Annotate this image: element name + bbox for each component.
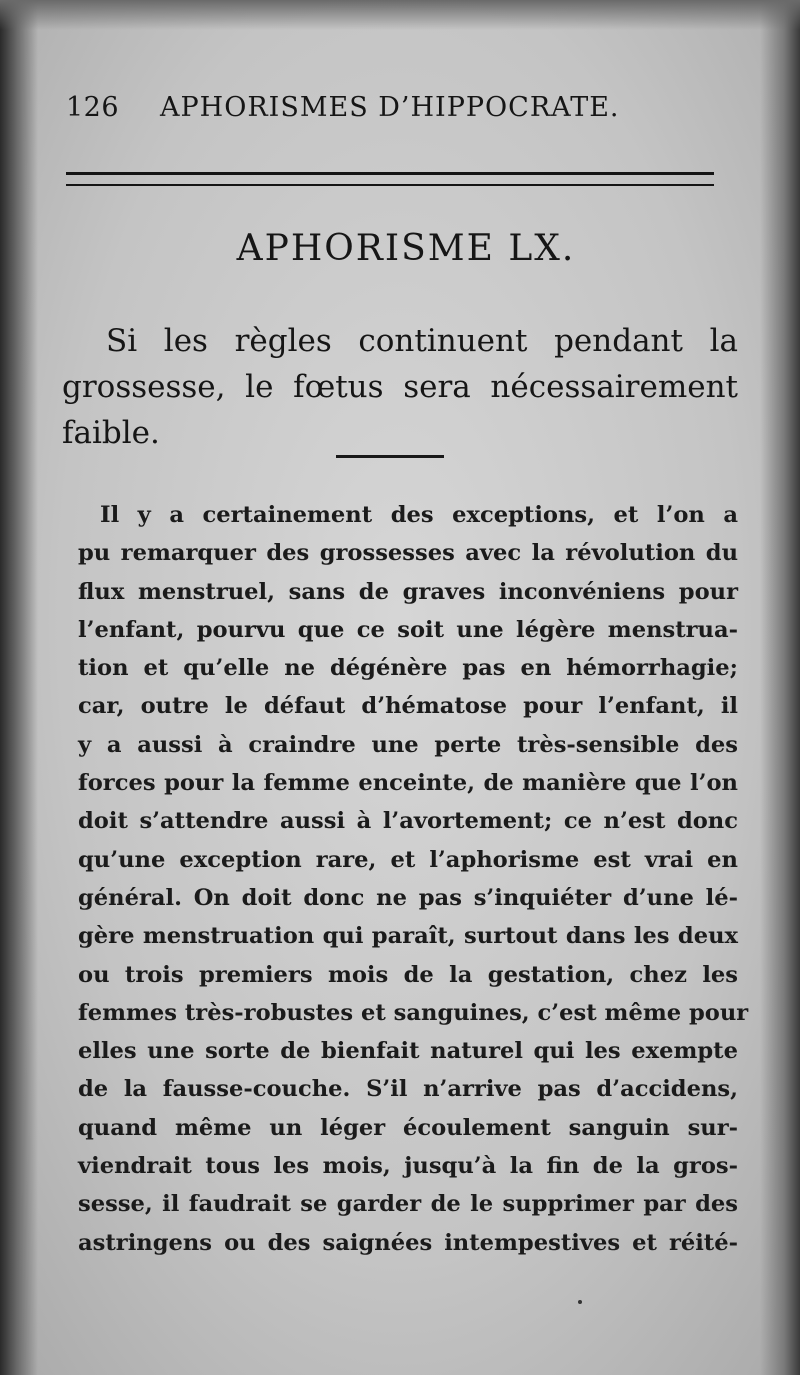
commentary-paragraph	[78, 496, 749, 1262]
running-head	[66, 92, 726, 132]
ink-speck	[578, 1300, 582, 1304]
commentary-line: gère menstruation qui paraît, surtout dans les deux	[78, 923, 738, 950]
page-shadow-left	[0, 0, 38, 1375]
commentary-line: astringens ou des saignées intempestives et réité-	[78, 1229, 738, 1256]
commentary-line: ou trois premiers mois de la gestation, chez les	[78, 961, 738, 988]
commentary-line: flux menstruel, sans de graves inconvéniens pour	[78, 578, 738, 605]
section-divider	[336, 455, 444, 458]
commentary-line: pu remarquer des grossesses avec la révolution du	[78, 540, 738, 567]
commentary-line: y a aussi à craindre une perte très-sensible des	[78, 731, 738, 758]
running-title: APHORISMES D’HIPPOCRATE.	[160, 92, 620, 123]
commentary-line: de la fausse-couche. S’il n’arrive pas d’accidens,	[78, 1076, 738, 1103]
commentary-line: tion et qu’elle ne dégénère pas en hémorrhagie;	[78, 655, 738, 682]
header-double-rule	[66, 172, 714, 186]
commentary-line: qu’une exception rare, et l’aphorisme est vrai en	[78, 846, 738, 873]
commentary-line: Il y a certainement des exceptions, et l’on a	[100, 502, 738, 528]
page-number: 126	[66, 92, 120, 123]
commentary-line: forces pour la femme enceinte, de manière que l’on	[78, 770, 738, 797]
commentary-line: doit s’attendre aussi à l’avortement; ce n’est donc	[78, 808, 738, 835]
commentary-line: car, outre le défaut d’hématose pour l’enfant, il	[78, 693, 738, 720]
commentary-line: quand même un léger écoulement sanguin sur-	[78, 1114, 738, 1141]
aphorism-heading: APHORISME LX.	[236, 228, 576, 269]
commentary-line: général. On doit donc ne pas s’inquiéter d’une lé-	[78, 884, 738, 911]
page-shadow-right	[760, 0, 800, 1375]
aphorism-text: Si les règles continuent pendant la grossesse, le fœtus sera nécessairement faible.	[62, 323, 738, 451]
commentary-line: sesse, il faudrait se garder de le supprimer par des	[78, 1191, 738, 1218]
commentary-line: l’enfant, pourvu que ce soit une légère menstrua-	[78, 616, 738, 643]
commentary-line: elles une sorte de bienfait naturel qui les exempte	[78, 1038, 738, 1065]
commentary-line: viendrait tous les mois, jusqu’à la fin de la gros-	[78, 1153, 738, 1180]
commentary-line: femmes très-robustes et sanguines, c’est même pour	[78, 999, 749, 1026]
page-shadow-top	[0, 0, 800, 30]
